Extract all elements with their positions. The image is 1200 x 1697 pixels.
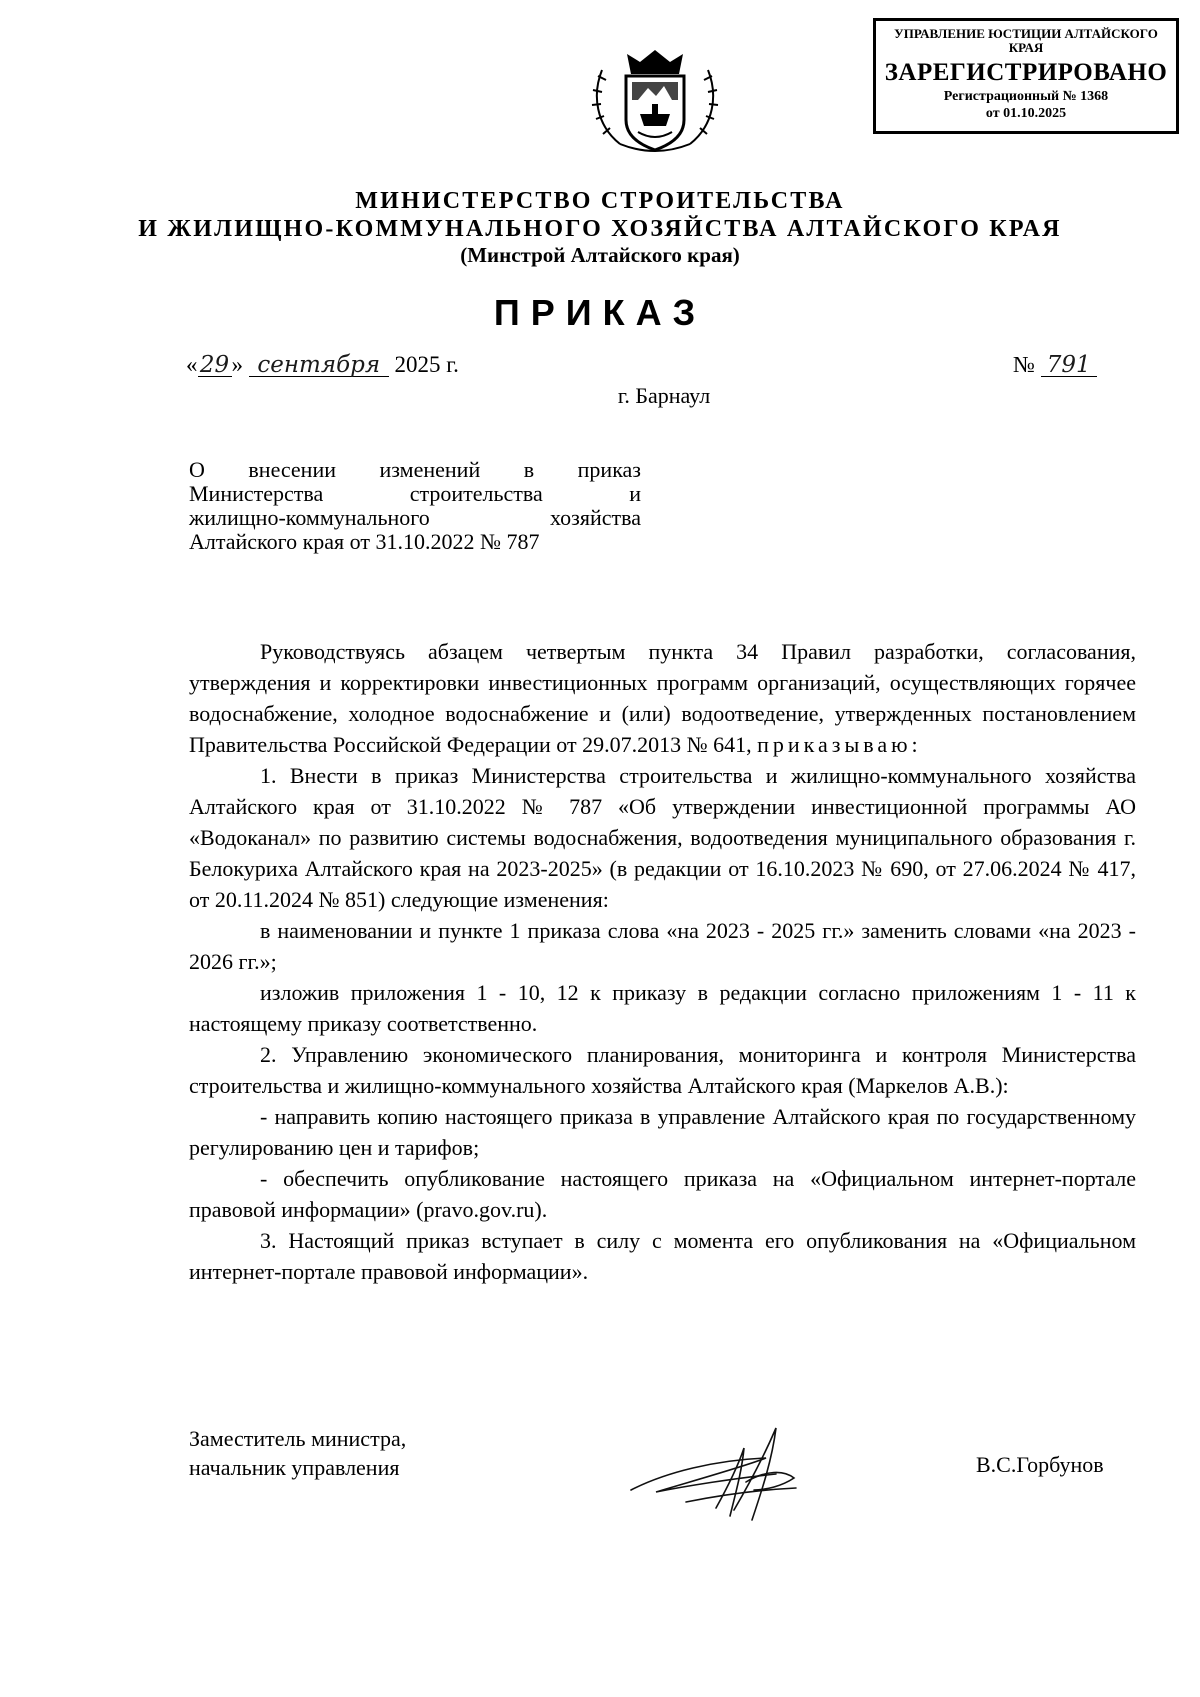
order-date bbox=[186, 352, 459, 378]
number-label: № bbox=[1013, 352, 1035, 377]
document-type: ПРИКАЗ bbox=[493, 292, 707, 333]
subject-line: Алтайского края от 31.10.2022 № 787 bbox=[189, 529, 540, 554]
order-number bbox=[1013, 352, 1097, 378]
body-paragraph bbox=[189, 636, 1136, 760]
stamp-status: ЗАРЕГИСТРИРОВАНО bbox=[884, 59, 1168, 86]
body-paragraph: - направить копию настоящего приказа в управление Алтайского края по государственному регулированию цен и тарифов; bbox=[189, 1104, 1136, 1160]
date-day: 29 bbox=[198, 354, 232, 377]
order-body bbox=[189, 636, 1136, 1287]
order-subject bbox=[189, 458, 641, 554]
registration-stamp bbox=[873, 18, 1179, 134]
body-paragraph: 2. Управлению экономического планирования, мониторинга и контроля Министерства строительства и жилищно-коммунального хозяйства Алтайского края (Маркелов А.В.): bbox=[189, 1042, 1136, 1098]
subject-line: Министерства строительства и bbox=[189, 481, 641, 506]
subject-line: О внесении изменений в приказ bbox=[189, 457, 641, 482]
preamble-text: Руководствуясь абзацем четвертым пункта 34 Правил разработки, согласования, утверждения и корректировки инвестиционных программ организаций, осуществляющих горячее водоснабжение, холодное водоснабжение и (или) водоотведение, утвержденных постановлением Правительства Российской Федерации от 29.07.2013 № 641, bbox=[189, 639, 1136, 757]
body-paragraph: 1. Внести в приказ Министерства строительства и жилищно-коммунального хозяйства Алтайского края от 31.10.2022 № 787 «Об утверждении инвестиционной программы АО «Водоканал» по развитию системы водоснабжения, водоотведения муниципального образования г. Белокуриха Алтайского края на 2023-2025» (в редакции от 16.10.2023 № 690, от 27.06.2024 № 417, от 20.11.2024 № 851) следующие изменения: bbox=[189, 763, 1136, 912]
city: г. Барнаул bbox=[617, 383, 711, 408]
signatory-name: В.С.Горбунов bbox=[976, 1452, 1104, 1477]
stamp-reg-number: Регистрационный № 1368 bbox=[943, 89, 1109, 104]
stamp-org: УПРАВЛЕНИЕ ЮСТИЦИИ АЛТАЙСКОГО КРАЯ bbox=[894, 26, 1158, 55]
date-quote-open: « bbox=[186, 352, 198, 377]
ministry-title-line2: И ЖИЛИЩНО-КОММУНАЛЬНОГО ХОЗЯЙСТВА АЛТАЙСКОГО КРАЯ bbox=[138, 216, 1062, 242]
position-line: Заместитель министра, bbox=[189, 1426, 407, 1451]
subject-line: жилищно-коммунального хозяйства bbox=[189, 505, 641, 530]
ministry-short-name: (Минстрой Алтайского края) bbox=[460, 243, 740, 267]
body-paragraph: 3. Настоящий приказ вступает в силу с момента его опубликования на «Официальном интернет-портале правовой информации». bbox=[189, 1228, 1136, 1284]
body-paragraph: изложив приложения 1 - 10, 12 к приказу в редакции согласно приложениям 1 - 11 к настоящему приказу соответственно. bbox=[189, 980, 1136, 1036]
number-value: 791 bbox=[1041, 354, 1097, 377]
position-line: начальник управления bbox=[189, 1455, 400, 1480]
command-word: приказываю: bbox=[757, 732, 922, 757]
body-paragraph: в наименовании и пункте 1 приказа слова «на 2023 - 2025 гг.» заменить словами «на 2023 - 2026 гг.»; bbox=[189, 918, 1136, 974]
coat-of-arms-emblem bbox=[582, 40, 728, 158]
date-quote-close: » bbox=[231, 352, 243, 377]
body-paragraph: - обеспечить опубликование настоящего приказа на «Официальном интернет-портале правовой информации» (pravo.gov.ru). bbox=[189, 1166, 1136, 1222]
stamp-reg-date: от 01.10.2025 bbox=[985, 106, 1067, 121]
date-month: сентября bbox=[249, 354, 389, 377]
date-year: 2025 г. bbox=[394, 352, 459, 377]
signatory-position bbox=[189, 1424, 406, 1482]
handwritten-signature bbox=[626, 1420, 846, 1530]
ministry-title-line1: МИНИСТЕРСТВО СТРОИТЕЛЬСТВА bbox=[355, 188, 845, 214]
